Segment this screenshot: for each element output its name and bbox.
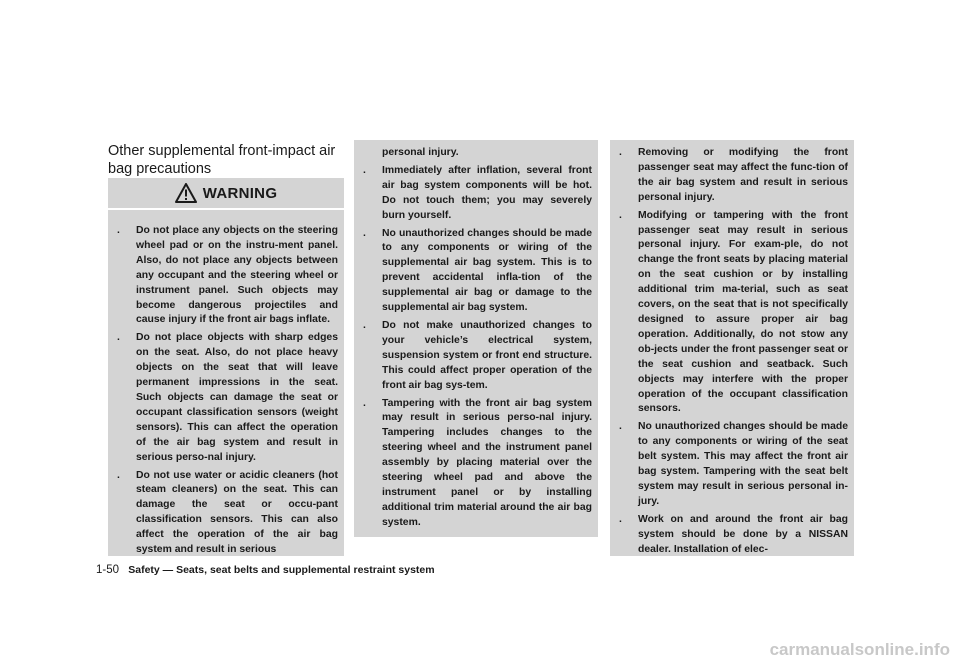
list-item: [360, 397, 592, 531]
list-item-text: Modifying or tampering with the front passenger seat may result in serious personal injury. For exam-ple, do not change the front seats by placing material on the seat cushion or by installing additional trim ma-terial, such as seat covers, on the seat that is not specifically designed to assure proper air bag operation. Additionally, do not stow any ob-jects under the front passenger seat or the seat cushion and seatback. Such objects may interfere with the proper operation of the occupant classification sensors.: [638, 209, 848, 415]
warning-list-column-1: [108, 210, 344, 558]
list-item: [616, 209, 848, 418]
list-item: [360, 319, 592, 394]
list-item-text: No unauthorized changes should be made to any components or wiring of the seat belt system. This may affect the front air bag system. Tampering with the seat belt system may result in serious personal in-jury.: [638, 421, 848, 507]
warning-header: [108, 178, 344, 210]
bullet: .: [619, 513, 622, 525]
list-item-text: Immediately after inflation, several front air bag system components will be hot. Do not touch them; you may severely burn yourself.: [382, 164, 592, 221]
page-footer: [96, 564, 435, 576]
page-number: 1-50: [96, 564, 120, 576]
list-item-text: Do not place objects with sharp edges on the seat. Also, do not place heavy objects on the seat that will leave permanent impressions in the seat. Such objects can damage the seat or occupant classification sensors (weight sensors). This can affect the operation of the air bag system and result in serious perso-nal injury.: [136, 332, 338, 463]
warning-triangle-icon: [175, 183, 197, 203]
warning-list-column-2: [354, 140, 598, 531]
list-item: [360, 227, 592, 316]
watermark: carmanualsonline.info: [769, 640, 950, 659]
bullet: .: [619, 147, 622, 158]
bullet: .: [117, 332, 120, 344]
bullet: .: [363, 227, 366, 239]
footer-section-title: Safety — Seats, seat belts and supplemental restraint system: [128, 564, 435, 576]
list-item: [360, 164, 592, 224]
list-item: [616, 513, 848, 558]
list-item-text: Do not place any objects on the steering wheel pad or on the instru-ment panel. Also, do not place any objects between any occupant and the steering wheel or instrument panel. Such objects may become dangerous projectiles and cause injury if the front air bags inflate.: [136, 225, 338, 326]
bullet: .: [363, 319, 366, 331]
bullet: .: [619, 421, 622, 433]
bullet: .: [619, 209, 622, 221]
list-item-text: Do not use water or acidic cleaners (hot steam cleaners) on the seat. This can damage the seat or occu-pant classification sensors. This can also affect the operation of the air bag system and result in serious: [136, 469, 338, 556]
bullet: .: [117, 469, 120, 481]
list-item-text: Removing or modifying the front passenger seat may affect the func-tion of the air bag system and result in serious personal injury.: [638, 147, 848, 203]
warning-box-column-3: [610, 140, 854, 556]
warning-title: WARNING: [202, 184, 278, 202]
section-heading: Other supplemental front-impact air bag precautions: [108, 143, 336, 177]
warning-box-column-1: [108, 178, 344, 556]
list-item-continuation: [360, 146, 592, 161]
warning-list-column-3: [610, 140, 854, 557]
list-item: [616, 146, 848, 206]
list-item: [114, 224, 338, 328]
list-item-text: No unauthorized changes should be made to any components or wiring of the supplemental air bag system. This is to prevent accidental infla-tion of the supplemental air bag or damage to the supplemental air bag system.: [382, 227, 592, 314]
list-item-text: Work on and around the front air bag system should be done by a NISSAN dealer. Installation of elec-: [638, 513, 848, 555]
list-item: [616, 420, 848, 509]
list-item: [114, 331, 338, 465]
warning-box-column-2: [354, 140, 598, 537]
list-item: [114, 469, 338, 558]
bullet: .: [117, 225, 120, 236]
list-item-text: Tampering with the front air bag system may result in serious perso-nal injury. Tampering includes changes to the steering wheel and the instrument panel assembly by placing material over the steering wheel pad and above the instrument panel or by installing additional trim material around the air bag system.: [382, 397, 592, 528]
bullet: .: [363, 397, 366, 409]
bullet: .: [363, 164, 366, 176]
list-item-text: Do not make unauthorized changes to your vehicle’s electrical system, suspension system or front end structure. This could affect proper operation of the front air bag sys-tem.: [382, 319, 592, 391]
list-item-text: personal injury.: [382, 147, 459, 158]
